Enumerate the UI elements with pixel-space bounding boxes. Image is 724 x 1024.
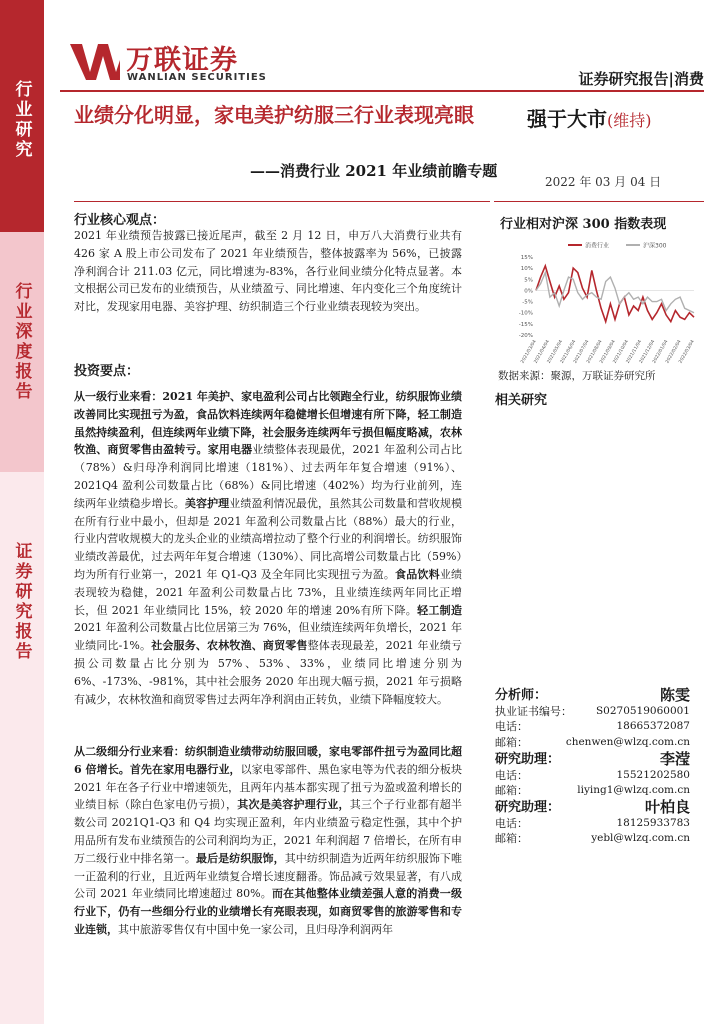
sidebar-block-industry-depth (0, 232, 44, 472)
y-tick-label: 0% (524, 288, 533, 295)
x-tick-label: 2021/03/04 (520, 339, 538, 365)
x-tick-label: 2021/07/04 (573, 339, 591, 365)
bold-text-run: 家用电器 (207, 443, 253, 457)
core-view-heading: 行业核心观点： (74, 213, 166, 228)
text-run: 其中纺织制造为近两年纺织服饰下唯一正盈利的行业，且近两年业绩复合增长速度翻番。饰品减亏效果显著，有八成公司 2021 年业绩同比增速超过 80%。 (74, 851, 463, 901)
sidebar-label: 行业研究 (11, 80, 32, 160)
contact-name: 陈雯 (659, 686, 690, 704)
legend-label: 消费行业 (585, 242, 610, 250)
chart-title: 行业相对沪深 300 指数表现 (500, 217, 667, 232)
contact-field-value: 15521202580 (616, 768, 690, 781)
report-subtitle: ——消费行业 2021 年业绩前瞻专题 (250, 162, 498, 180)
contact-field-value: S0270519060001 (595, 704, 690, 717)
brand-name-en: WANLIAN SECURITIES (127, 72, 267, 83)
contact-name: 李滢 (659, 750, 690, 768)
text-run: 整体表现最差，2021 年业绩亏损公司数量占比分别为 57%、53%、33%，业绩同比增速分别为 6%、-173%、-981%，其中社会服务 2020 年出现大幅亏损，2021 年亏损略有减少，农林牧渔和商贸零售过去两年净利润由正转负，业绩下降幅度较大。 (74, 639, 462, 706)
contact-name: 叶柏良 (644, 798, 690, 816)
x-tick-label: 2021/12/04 (638, 339, 657, 365)
text-run: 业绩表现较为稳健，2021 年盈利公司数量占比 73%，且业绩连续两年同比正增长，但 2021 年业绩同比 15%，较 2020 年的增速 20%有所下降。 (74, 567, 463, 617)
report-date: 2022 年 03 月 04 日 (545, 175, 662, 189)
text-run: 业绩盈利情况最优，虽然其公司数量和营收规模在所有行业中最小，但却是 2021 年盈利公司数量占比（88%）最大的行业，行业内营收规模大的龙头企业的业绩高增拉动了整个行业的利润增长。纺织服饰业绩改善最优，过去两年年复合增速（130%）、同比高增公司数量占比（59%）均为所有行业第一，2021 年 Q1-Q3 及全年同比实现扭亏为盈。 (74, 496, 463, 581)
sidebar-label: 行业深度报告 (11, 282, 32, 402)
contact-field-label: 邮箱： (495, 735, 528, 749)
legend-label: 沪深300 (643, 242, 667, 250)
investment-points-heading: 投资要点： (74, 364, 140, 379)
text-run: 其中旅游零售仅有中国中免一家公司，且归母净利润两年 (118, 922, 393, 936)
y-tick-label: 5% (524, 277, 533, 284)
relative-performance-chart (510, 235, 700, 370)
x-tick-label: 2022/02/04 (665, 339, 683, 365)
report-category: 证券研究报告|消费 (578, 70, 704, 88)
y-tick-label: 15% (520, 255, 533, 261)
bold-text-run: 美容护理 (184, 496, 230, 510)
contact-email[interactable]: yebl@wlzq.com.cn (591, 832, 690, 844)
contact-analyst (495, 688, 690, 750)
bold-text-run: 从一级行业来看：2021 年美护、家电盈利公司占比领跑全行业，纺织服饰业绩改善同比实现扭亏为盈，食品饮料连续两年稳健增长但增速有所下降，轻工制造虽然持续盈利，但连续两年业绩下降，社会服务连续两年亏损但幅度略减，农林牧渔、商贸零售由盈转亏。 (74, 390, 462, 457)
contact-field-label: 邮箱： (495, 784, 528, 797)
sidebar-label: 证券研究报告 (11, 542, 32, 662)
contact-assistant-2 (495, 800, 690, 847)
industry-rating (527, 103, 652, 132)
x-tick-label: 2021/11/04 (625, 339, 644, 365)
bold-text-run: 轻工制造 (417, 603, 462, 617)
x-tick-label: 2021/10/04 (612, 339, 630, 365)
series-line-csi300 (536, 273, 694, 313)
bold-text-run: 其次是美容护理行业， (237, 798, 350, 812)
x-tick-label: 2021/04/04 (533, 339, 551, 365)
contact-assistant-1 (495, 752, 690, 799)
investment-paragraph-2 (74, 743, 462, 939)
bold-text-run: 从二级细分行业来看：纺织制造业绩带动纺服回暖，家电零部件扭亏为盈同比超 6 倍增长。首先在家用电器行业， (74, 745, 462, 776)
y-tick-label: -20% (518, 333, 533, 339)
x-tick-label: 2021/06/04 (559, 339, 578, 365)
x-tick-label: 2021/05/04 (546, 339, 565, 365)
core-view-text: 2021 年业绩预告披露已接近尾声，截至 2 月 12 日，申万八大消费行业共有 426 家 A 股上市公司发布了 2021 年业绩预告，整体披露率为 56%，已披露净利润合计 211.03 亿元，同比增速为-83%，各行业间业绩分化特点显著。本文根据公司已发布的业绩预告，从业绩盈亏、同比增速、年内变化三个角度统计对比，发现家用电器、美容护理、纺织制造三个行业业绩表现较为突出。 (74, 229, 462, 314)
x-tick-label: 2021/08/04 (586, 339, 604, 365)
y-tick-label: -10% (518, 310, 533, 317)
text-run: 业绩整体表现最优，2021 年盈利公司占比（78%）&归母净利润同比增速（181%）、过去两年年复合增速（91%）、2021Q4 盈利公司数量占比（68%）&同比增速（402%）均为行业前列，连续两年业绩稳步增长。 (74, 443, 462, 510)
contact-field-label: 电话： (495, 816, 528, 830)
contact-field-label: 电话： (495, 768, 528, 782)
contact-role: 研究助理： (495, 800, 561, 815)
y-tick-label: 10% (520, 266, 533, 273)
bold-text-run: 最后是纺织服饰， (195, 851, 285, 865)
text-run: 2021 年盈利公司数量占比位居第三为 76%，但业绩连续两年负增长，2021 年业绩同比-1%。 (74, 621, 462, 653)
x-tick-label: 2021/09/04 (599, 339, 617, 365)
bold-text-run: 食品饮料 (395, 567, 440, 581)
brand-name-cn: 万联证券 (126, 45, 238, 76)
related-research-heading: 相关研究 (495, 393, 548, 408)
contact-role: 研究助理： (495, 752, 561, 767)
section-divider (74, 201, 490, 202)
contact-email[interactable]: liying1@wlzq.com.cn (577, 784, 690, 796)
text-run: 以家电零部件、黑色家电等为代表的细分板块 2021 年在各子行业中增速领先，且两年内基本都实现了扭亏为盈或盈利增长的业绩目标（除白色家电仍亏损）， (74, 762, 462, 812)
contact-field-label: 电话： (495, 720, 528, 733)
y-tick-label: -15% (518, 321, 533, 328)
contact-field-value: 18665372087 (616, 720, 690, 732)
investment-paragraph-1 (74, 388, 462, 708)
wanlian-logo-icon (68, 40, 120, 82)
sidebar-block-industry-research (0, 0, 44, 232)
y-tick-label: -5% (522, 299, 533, 306)
header-divider (60, 90, 704, 92)
contact-role: 分析师： (495, 688, 548, 703)
contact-field-label: 邮箱： (495, 832, 528, 845)
section-divider (494, 201, 704, 202)
rating-value: 强于大市 (527, 107, 607, 131)
contact-field-value: 18125933783 (616, 816, 690, 829)
text-run: 其三个子行业都有超半数公司 2021Q1-Q3 和 Q4 均实现正盈利，年内业绩盈亏稳定性强，其中个护用品所有发布业绩预告的公司利润均为正，2021 年利润超 7 倍增长，在所有申万二级行业中排名第一。 (74, 798, 462, 865)
x-tick-label: 2022/03/04 (678, 339, 696, 365)
sidebar-block-securities-research (0, 472, 44, 1024)
x-tick-label: 2022/01/04 (652, 339, 670, 365)
rating-note: (维持) (607, 111, 652, 130)
contact-field-label: 执业证书编号： (495, 704, 572, 718)
report-title: 业绩分化明显，家电美护纺服三行业表现亮眼 (74, 103, 474, 127)
series-line-consumer (536, 266, 694, 322)
bold-text-run: 社会服务、农林牧渔、商贸零售 (151, 639, 308, 653)
chart-source: 数据来源：聚源，万联证券研究所 (498, 370, 656, 382)
contact-email[interactable]: chenwen@wlzq.com.cn (565, 735, 690, 748)
bold-text-run: 而在其他整体业绩差强人意的消费一级行业下，仍有一些细分行业的业绩增长有亮眼表现，如商贸零售的旅游零售和专业连锁， (74, 887, 462, 936)
